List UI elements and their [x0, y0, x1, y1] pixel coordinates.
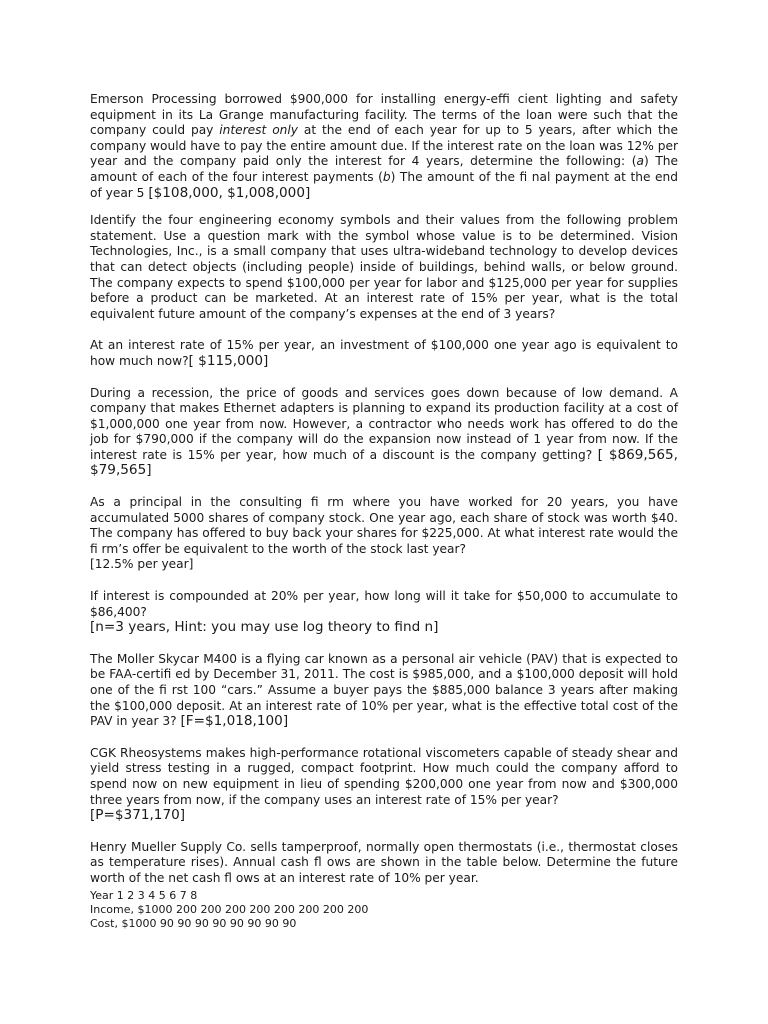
problem-2: [90, 213, 678, 322]
problem-6: [90, 589, 678, 636]
problem-7: [90, 652, 678, 730]
problem-6-answer: [n=3 years, Hint: you may use log theory to find n]: [90, 619, 439, 636]
problem-3: [90, 338, 678, 369]
problem-1: [90, 92, 678, 201]
problem-8: [90, 746, 678, 824]
problem-5-answer: [12.5% per year]: [90, 557, 194, 572]
problem-1-text-b: at the end of each year for up to 5 years, after which the company would have to pay the entire amount due. If the interest rate on the loan was 12% per year and the company paid only the interest for 4 years, determine the following: (: [90, 123, 678, 169]
problem-6-text: If interest is compounded at 20% per year, how long will it take for $50,000 to accumulate to $86,400?: [90, 589, 678, 619]
problem-5-text: As a principal in the consulting fi rm where you have worked for 20 years, you have accumulated 5000 shares of company stock. One year ago, each share of stock was worth $40. The company has offered to buy back your shares for $225,000. At what interest rate would the fi rm’s offer be equivalent to the worth of the stock last year?: [90, 495, 678, 556]
cash-flow-row-cost: Cost, $1000 90 90 90 90 90 90 90 90: [90, 916, 297, 930]
problem-5: [90, 495, 678, 573]
cash-flow-row-year: Year 1 2 3 4 5 6 7 8: [90, 888, 198, 902]
problem-7-text: The Moller Skycar M400 is a flying car known as a personal air vehicle (PAV) that is expected to be FAA-certifi ed by December 31, 2011. The cost is $985,000, and a $100,000 deposit will hold one of the fi rst 100 “cars.” Assume a buyer pays the $885,000 balance 3 years after making the $100,000 deposit. At an interest rate of 10% per year, what is the effective total cost of the PAV in year 3?: [90, 651, 678, 729]
problem-3-text: At an interest rate of 15% per year, an investment of $100,000 one year ago is equivalent to how much now?: [90, 338, 678, 368]
problem-9-text: Henry Mueller Supply Co. sells tamperproof, normally open thermostats (i.e., thermostat closes as temperature rises). Annual cash fl ows are shown in the table below. Determine the future worth of the net cash fl ows at an interest rate of 10% per year.: [90, 839, 678, 885]
problem-1-text-a: Emerson Processing borrowed $900,000 for installing energy-effi cient lighting and safety equipment in its La Grange manufacturing facility. The terms of the loan were such that the company could pay: [90, 92, 678, 138]
problem-1-part-b-label: b: [382, 169, 391, 184]
problem-1-text-c: ) The amount of each of the four interest payments (: [90, 154, 678, 184]
problem-4: [90, 386, 678, 480]
problem-4-text: During a recession, the price of goods and services goes down because of low demand. A company that makes Ethernet adapters is planning to expand its production facility at a cost of $1,000,000 one year from now. However, a contractor who needs work has offered to do the job for $790,000 if the company will do the expansion now instead of 1 year from now. If the interest rate is 15% per year, how much of a discount is the company getting?: [90, 385, 678, 462]
problem-7-answer: [F=$1,018,100]: [180, 713, 289, 730]
problem-1-part-a-label: a: [636, 154, 644, 169]
problem-8-text: CGK Rheosystems makes high-performance rotational viscometers capable of steady shear and yield stress testing in a rugged, compact footprint. How much could the company afford to spend now on new equipment in lieu of spending $200,000 one year from now and $300,000 three years from now, if the company uses an interest rate of 15% per year?: [90, 745, 678, 807]
problem-8-answer: [P=$371,170]: [90, 807, 186, 824]
problem-3-answer: [ $115,000]: [188, 352, 269, 369]
problem-1-emphasis: interest only: [219, 123, 298, 138]
problem-4-answer: [ $869,565, $79,565]: [90, 446, 679, 479]
problem-1-text-d: ) The amount of the fi nal payment at the end of year 5: [90, 169, 679, 200]
cash-flow-row-income: Income, $1000 200 200 200 200 200 200 200 200: [90, 902, 369, 916]
problem-9: [90, 840, 678, 887]
problem-1-answer: [$108,000, $1,008,000]: [148, 184, 311, 201]
document-body: [90, 92, 678, 931]
problem-2-text: Identify the four engineering economy symbols and their values from the following problem statement. Use a question mark with the symbol whose value is to be determined. Vision Technologies, Inc., is a small company that uses ultra-wideband technology to develop devices that can detect objects (including people) inside of buildings, behind walls, or below ground. The company expects to spend $100,000 per year for labor and $125,000 per year for supplies before a product can be marketed. At an interest rate of 15% per year, what is the total equivalent future amount of the company’s expenses at the end of 3 years?: [90, 213, 678, 321]
cash-flow-table: [90, 889, 678, 931]
